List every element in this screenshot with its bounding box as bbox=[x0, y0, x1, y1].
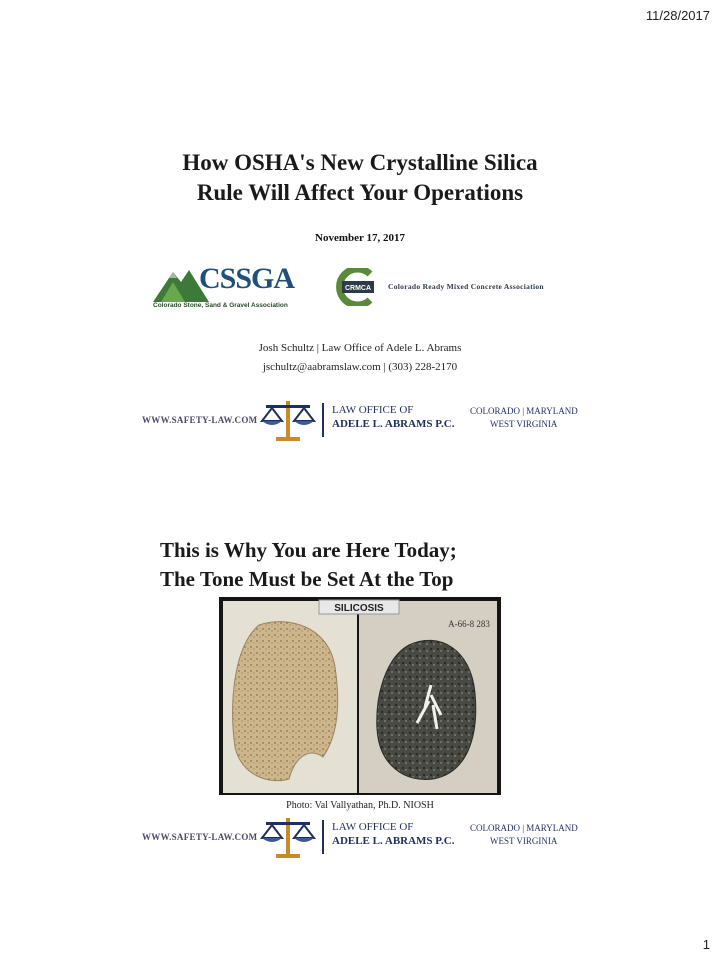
lungs-image bbox=[219, 597, 501, 795]
slide2-title-line1: This is Why You are Here Today; bbox=[160, 538, 457, 562]
law-office-line1: LAW OFFICE OF bbox=[332, 404, 414, 416]
silicosis-photo bbox=[219, 597, 501, 795]
banner-divider-2 bbox=[322, 820, 324, 854]
header-date: 11/28/2017 bbox=[645, 8, 710, 23]
slide1-date: November 17, 2017 bbox=[315, 232, 405, 244]
law-office-line2-2: ADELE L. ABRAMS P.C. bbox=[332, 835, 455, 847]
website-label-2: WWW.SAFETY-LAW.COM bbox=[142, 832, 258, 842]
photo-caption: Photo: Val Vallyathan, Ph.D. NIOSH bbox=[286, 800, 434, 811]
scales-of-justice-icon bbox=[258, 397, 318, 443]
slide1-title-line1: How OSHA's New Crystalline Silica bbox=[182, 150, 538, 175]
slide1-title-line2: Rule Will Affect Your Operations bbox=[196, 180, 524, 205]
scales-of-justice-icon-2 bbox=[258, 814, 318, 860]
states-line1-2: COLORADO | MARYLAND bbox=[470, 823, 578, 833]
law-office-banner bbox=[142, 395, 590, 445]
slide2-title-line2: The Tone Must be Set At the Top bbox=[160, 567, 454, 591]
law-office-line2: ADELE L. ABRAMS P.C. bbox=[332, 418, 455, 430]
contact-line2: jschultz@aabramslaw.com | (303) 228-2170 bbox=[262, 361, 458, 373]
law-office-banner-2 bbox=[142, 812, 590, 862]
crmca-name: Colorado Ready Mixed Concrete Association bbox=[388, 282, 544, 291]
website-label: WWW.SAFETY-LAW.COM bbox=[142, 415, 258, 425]
photo-note: A-66-8 283 bbox=[448, 619, 490, 629]
contact-line1: Josh Schultz | Law Office of Adele L. Abrams bbox=[258, 342, 462, 354]
banner-divider bbox=[322, 403, 324, 437]
photo-label: SILICOSIS bbox=[334, 603, 384, 614]
law-office-line1-2: LAW OFFICE OF bbox=[332, 821, 414, 833]
crmca-badge: CRMCA bbox=[344, 285, 372, 292]
page-number: 1 bbox=[702, 937, 710, 952]
states-line1: COLORADO | MARYLAND bbox=[470, 406, 578, 416]
crmca-emblem-icon bbox=[326, 268, 382, 306]
states-line2-2: WEST VIRGINIA bbox=[490, 836, 558, 846]
slide1-title bbox=[0, 148, 720, 208]
cssga-name: CSSGA bbox=[199, 262, 295, 295]
slide2-title bbox=[160, 536, 580, 594]
crmca-logo bbox=[326, 268, 576, 306]
cssga-subtitle: Colorado Stone, Sand & Gravel Association bbox=[153, 302, 288, 309]
states-line2: WEST VIRGINIA bbox=[490, 419, 558, 429]
cssga-logo bbox=[151, 262, 303, 314]
